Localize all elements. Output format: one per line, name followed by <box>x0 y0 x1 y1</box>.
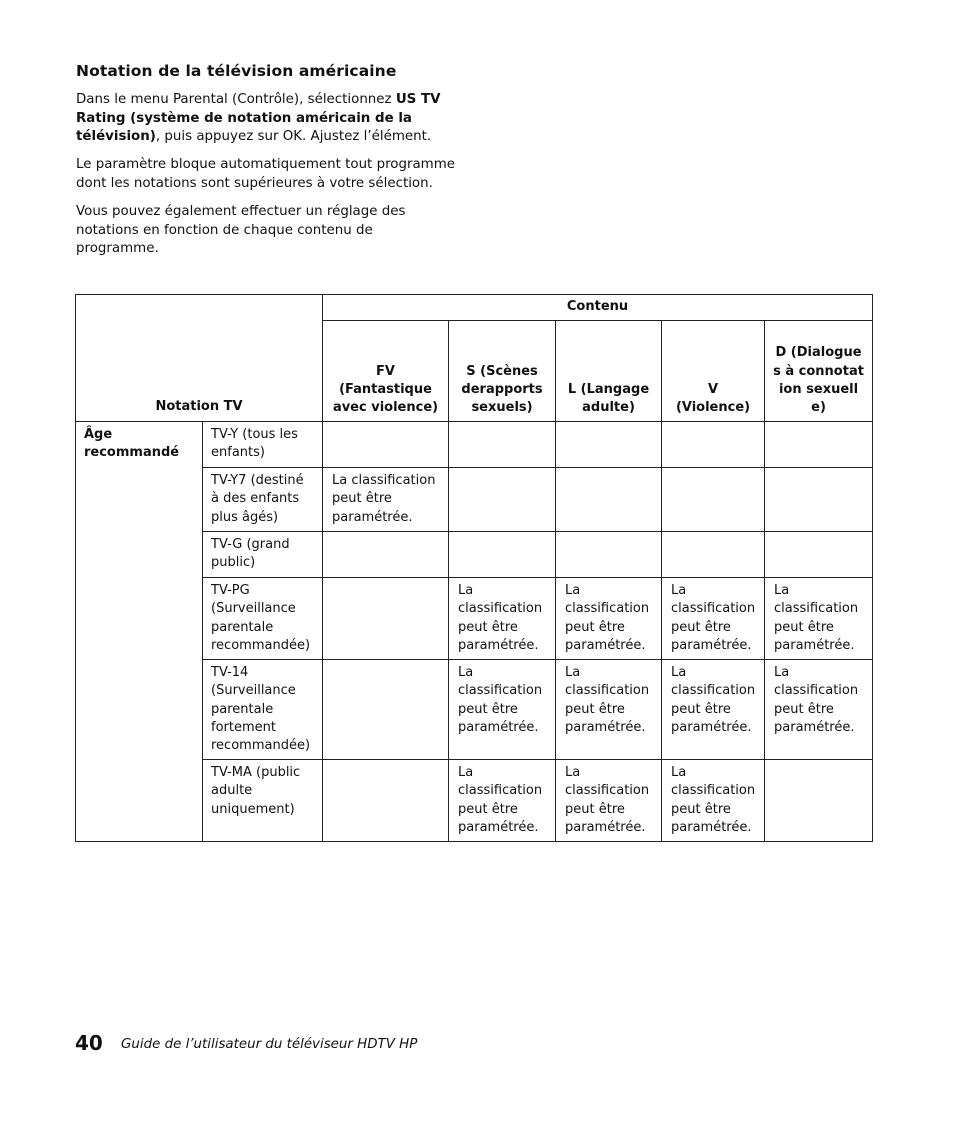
rating-cell <box>662 422 765 468</box>
header-row-top <box>76 295 873 321</box>
rating-cell: La classification peut être paramétrée. <box>662 660 765 760</box>
column-header: D (Dialogues à connotation sexuelle) <box>765 321 873 422</box>
column-header: V (Violence) <box>662 321 765 422</box>
rating-label: TV-G (grand public) <box>203 532 323 578</box>
rating-cell: La classification peut être paramétrée. <box>765 660 873 760</box>
rating-cell: La classification peut être paramétrée. <box>449 660 556 760</box>
intro-text-end: , puis appuyez sur OK. Ajustez l’élément. <box>155 129 432 144</box>
rating-cell <box>323 760 449 842</box>
rating-cell <box>323 578 449 660</box>
page-number: 40 <box>75 1031 103 1055</box>
rating-cell: La classification peut être paramétrée. <box>765 578 873 660</box>
table-body <box>76 422 873 842</box>
column-header: FV (Fantastique avec violence) <box>323 321 449 422</box>
rating-cell <box>765 532 873 578</box>
rating-label: TV-PG (Surveillance parentale recommandée) <box>203 578 323 660</box>
table-row <box>76 422 873 468</box>
rating-cell: La classification peut être paramétrée. <box>556 760 662 842</box>
rating-cell <box>323 422 449 468</box>
rating-cell <box>662 468 765 532</box>
rating-cell: La classification peut être paramétrée. <box>662 578 765 660</box>
column-header: L (Langage adulte) <box>556 321 662 422</box>
rating-cell: La classification peut être paramétrée. <box>662 760 765 842</box>
rating-cell <box>323 532 449 578</box>
rating-cell: La classification peut être paramétrée. <box>556 660 662 760</box>
rating-cell: La classification peut être paramétrée. <box>449 578 556 660</box>
section-heading: Notation de la télévision américaine <box>76 62 397 80</box>
intro-paragraph <box>76 91 456 147</box>
notation-tv-header: Notation TV <box>76 295 323 422</box>
rating-cell <box>765 760 873 842</box>
rating-cell: La classification peut être paramétrée. <box>449 760 556 842</box>
rating-cell <box>449 468 556 532</box>
rating-cell <box>449 422 556 468</box>
rating-label: TV-Y (tous les enfants) <box>203 422 323 468</box>
intro-text-start: Dans le menu Parental (Contrôle), sélectionnez <box>76 92 396 107</box>
rating-cell <box>662 532 765 578</box>
contenu-header: Contenu <box>323 295 873 321</box>
rating-cell <box>323 660 449 760</box>
column-header: S (Scènes derapports sexuels) <box>449 321 556 422</box>
rating-cell: La classification peut être paramétrée. <box>323 468 449 532</box>
rating-cell <box>449 532 556 578</box>
rating-label: TV-MA (public adulte uniquement) <box>203 760 323 842</box>
block-paragraph: Le paramètre bloque automatiquement tout programme dont les notations sont supérieures à votre sélection. <box>76 157 456 191</box>
rating-cell: La classification peut être paramétrée. <box>556 578 662 660</box>
tv-rating-table <box>75 294 873 842</box>
rating-cell <box>765 422 873 468</box>
footer-title: Guide de l’utilisateur du téléviseur HDTV HP <box>121 1037 418 1052</box>
rating-cell <box>556 422 662 468</box>
us-tv-rating-label: US TV Rating (système de notation américain de la télévision) <box>76 92 441 144</box>
rating-cell <box>556 468 662 532</box>
content-paragraph: Vous pouvez également effectuer un réglage des notations en fonction de chaque contenu de programme. <box>76 204 406 256</box>
rating-cell <box>765 468 873 532</box>
rating-label: TV-Y7 (destiné à des enfants plus âgés) <box>203 468 323 532</box>
age-label: Âge recommandé <box>76 422 203 842</box>
rating-cell <box>556 532 662 578</box>
rating-label: TV-14 (Surveillance parentale fortement recommandée) <box>203 660 323 760</box>
